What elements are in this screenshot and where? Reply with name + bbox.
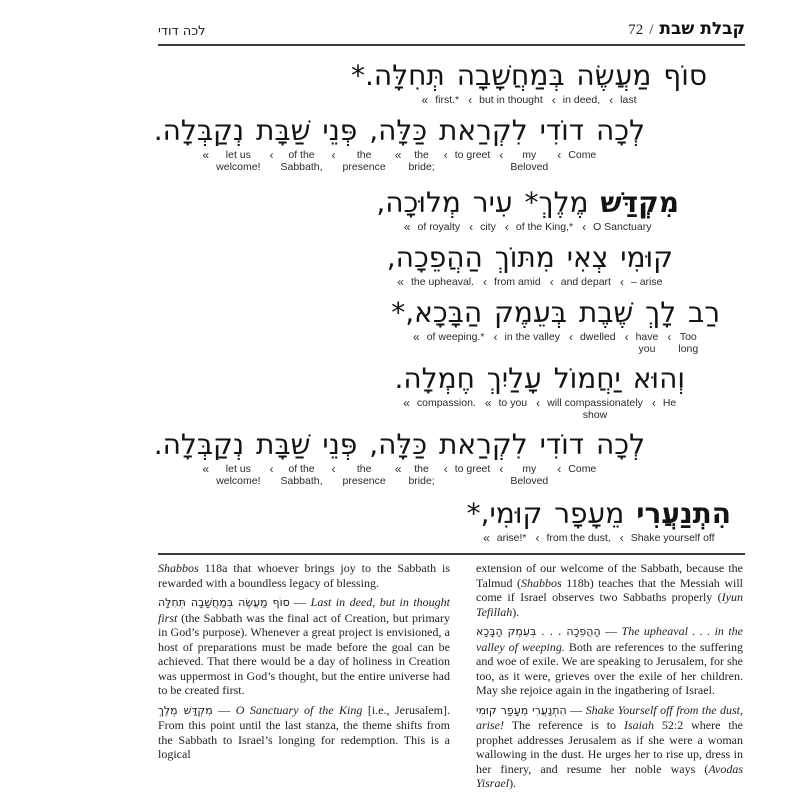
phrase-marker: ‹ xyxy=(619,531,623,545)
gloss-word-top: my xyxy=(522,149,537,161)
phrase-marker: « xyxy=(484,396,491,410)
hebrew-lead-word: הִתְנַעֲרִי xyxy=(636,497,731,530)
gloss-item xyxy=(620,532,715,544)
commentary-text: extension of our welcome of the Sabbath, because the Talmud ( xyxy=(476,561,743,590)
verse-unit xyxy=(394,361,685,421)
gloss-word-top: my xyxy=(522,463,537,475)
gloss-item xyxy=(667,331,698,355)
page-number: 72 xyxy=(628,22,644,38)
verse-unit xyxy=(376,185,679,233)
gloss-word-top: to greet xyxy=(454,463,491,475)
gloss-word-top: of the xyxy=(288,463,315,475)
phrase-marker: ‹ xyxy=(551,93,555,107)
gloss-word xyxy=(494,276,541,288)
gloss-item xyxy=(270,149,323,173)
phrase-marker: « xyxy=(394,148,401,162)
gloss-item xyxy=(395,149,435,173)
commentary-italic-text: Last in deed, but in thought first xyxy=(158,595,450,625)
phrase-marker: « xyxy=(403,396,409,410)
commentary-left-column xyxy=(158,561,450,796)
gloss-word xyxy=(631,276,663,288)
commentary-paragraph xyxy=(476,703,743,791)
commentary-text: 118a that whoever brings joy to the Sabbath is rewarded with a boundless legacy of blessing. xyxy=(158,561,450,590)
gloss-word xyxy=(480,221,496,233)
gloss-item xyxy=(557,463,596,475)
phrase-marker: ‹ xyxy=(469,220,473,234)
gloss-word-top: of royalty xyxy=(417,221,461,233)
commentary-italic-text: Shake Yourself off from the dust, arise! xyxy=(476,702,743,732)
gloss-word-top: let us xyxy=(225,463,251,475)
gloss-word-top: Come xyxy=(568,149,597,161)
commentary-hebrew-lemma: מִקְדַּשׁ מֶלֶךְ xyxy=(158,703,213,717)
gloss-word-top: last xyxy=(620,94,637,106)
phrase-marker: ‹ xyxy=(651,396,655,410)
phrase-marker: ‹ xyxy=(549,275,553,289)
hebrew-line: הִתְנַעֲרִי מֵעָפָר קוּמִי,* xyxy=(466,497,731,530)
commentary-paragraph xyxy=(476,624,743,698)
commentary-italic-text: Shabbos xyxy=(158,561,199,575)
gloss-word xyxy=(568,463,596,475)
hebrew-lead-word: מִקְדַּשׁ xyxy=(600,186,679,219)
phrase-marker: ‹ xyxy=(331,148,335,162)
gloss-word-bottom: presence xyxy=(342,161,386,173)
phrase-marker: ‹ xyxy=(443,148,447,162)
gloss-word xyxy=(455,463,491,475)
hebrew-line: סוֹף מַעֲשֶׂה בְּמַחֲשָׁבָה תְּחִלָּה.* xyxy=(351,59,707,92)
gloss-word xyxy=(620,94,636,106)
phrase-marker: ‹ xyxy=(331,462,335,476)
gloss-word xyxy=(418,221,461,233)
phrase-marker: ‹ xyxy=(535,531,539,545)
commentary-hebrew-lemma: סוֹף מַעֲשֶׂה בְּמַחֲשָׁבָה תְּחִלָּה xyxy=(158,596,290,609)
gloss-item xyxy=(468,94,543,106)
gloss-word-top: in the valley xyxy=(504,331,560,343)
gloss-word-bottom: Beloved xyxy=(510,161,549,173)
gloss-word xyxy=(408,463,434,487)
gloss-word-top: Too xyxy=(679,331,697,343)
gloss-word-bottom: welcome! xyxy=(216,161,261,173)
verse-section xyxy=(153,46,745,551)
gloss-word xyxy=(593,221,651,233)
gloss-item xyxy=(557,149,596,161)
interlinear-gloss-row xyxy=(422,94,637,106)
phrase-marker: ‹ xyxy=(582,220,586,234)
gloss-word xyxy=(479,94,543,106)
gloss-word-top: the xyxy=(414,149,429,161)
gloss-word-top: city xyxy=(480,221,496,233)
verse-unit xyxy=(351,58,707,106)
gloss-item xyxy=(202,149,260,173)
phrase-marker: « xyxy=(413,330,419,344)
gloss-word-top: arise!* xyxy=(496,532,527,544)
gloss-word xyxy=(216,463,260,487)
gloss-item xyxy=(444,149,491,161)
commentary-section xyxy=(158,561,745,796)
gloss-word xyxy=(281,463,323,487)
gloss-word-bottom: long xyxy=(678,343,699,355)
hebrew-line: רַב לָךְ שֶׁבֶת בְּעֵמֶק הַבָּכָא,* xyxy=(391,296,720,329)
gloss-word-bottom: bride; xyxy=(408,161,435,173)
gloss-item xyxy=(395,463,435,487)
gloss-item xyxy=(625,331,659,355)
gloss-item xyxy=(536,532,611,544)
gloss-word-top: He xyxy=(662,397,677,409)
gloss-word xyxy=(435,94,459,106)
gloss-item xyxy=(552,94,600,106)
gloss-word xyxy=(678,331,698,355)
gloss-item xyxy=(494,331,560,343)
gloss-word xyxy=(636,331,659,355)
gloss-item xyxy=(422,94,460,106)
commentary-italic-text: Shabbos xyxy=(521,575,562,590)
gloss-word-top: of weeping.* xyxy=(426,331,485,343)
commentary-text: (the Sabbath was the final act of Creation, but primary in God’s purpose). Whenever a great project is envisioned, a host of preparations must be made before the goal can be achieved. That there would be a day of holiness in Creation was uppermost in God’s thought, but the entire universe had to be created first. xyxy=(158,610,450,697)
hebrew-line: וְהוּא יַחֲמוֹל עָלַיִךְ חֶמְלָה. xyxy=(394,362,685,395)
gloss-item xyxy=(485,397,527,409)
gloss-word xyxy=(411,276,474,288)
gloss-item xyxy=(505,221,573,233)
commentary-paragraph xyxy=(158,703,450,762)
commentary-italic-text: O Sanctuary of the King xyxy=(235,702,363,717)
gloss-word-bottom: you xyxy=(638,343,656,355)
gloss-word-top: dwelled xyxy=(579,331,616,343)
commentary-right-column xyxy=(476,561,743,796)
phrase-marker: ‹ xyxy=(536,396,540,410)
header-prayer-title: לכה דודי xyxy=(158,24,206,39)
gloss-word-top: from amid xyxy=(494,276,541,288)
commentary-paragraph xyxy=(158,595,450,698)
gloss-word-bottom: Sabbath, xyxy=(280,475,323,487)
gloss-word-top: the xyxy=(356,149,372,161)
phrase-marker: « xyxy=(403,220,410,234)
gloss-word-top: will compassionately xyxy=(547,397,643,409)
gloss-word-bottom: show xyxy=(582,409,608,421)
commentary-paragraph xyxy=(158,561,450,590)
phrase-marker: ‹ xyxy=(667,330,671,344)
phrase-marker: « xyxy=(202,148,209,162)
commentary-text: The reference is to xyxy=(504,718,624,732)
gloss-item xyxy=(332,463,386,487)
verse-unit xyxy=(467,496,731,544)
gloss-item xyxy=(404,221,460,233)
gloss-word-top: in deed, xyxy=(562,94,601,106)
interlinear-gloss-row xyxy=(202,463,596,487)
commentary-italic-text: Isaiah xyxy=(623,718,654,732)
interlinear-gloss-row xyxy=(403,397,676,421)
gloss-word xyxy=(561,276,611,288)
header-section-block xyxy=(628,19,745,39)
hebrew-line: לְכָה דוֹדִי לִקְרַאת כַּלָּה, פְּנֵי שַׁבָּת נְקַבְּלָה. xyxy=(153,428,645,461)
phrase-marker: ‹ xyxy=(443,462,447,476)
gloss-word-top: O Sanctuary xyxy=(593,221,652,233)
gloss-word-top: but in thought xyxy=(479,94,543,106)
gloss-item xyxy=(550,276,611,288)
gloss-word-top: from the dust, xyxy=(546,532,611,544)
gloss-word-top: let us xyxy=(225,149,251,161)
hebrew-line: קוּמִי צְאִי מִתּוֹךְ הַהֲפֵכָה, xyxy=(386,241,673,274)
gloss-word xyxy=(497,532,527,544)
gloss-word-top: to you xyxy=(498,397,528,409)
phrase-marker: ‹ xyxy=(568,330,572,344)
commentary-hebrew-lemma: הִתְנַעֲרִי מֵעָפָר קוּמִי xyxy=(476,703,567,717)
gloss-word xyxy=(343,463,386,487)
gloss-item xyxy=(469,221,496,233)
commentary-text: 118b) teaches that the Messiah will come if Israel observes two Sabbaths properly ( xyxy=(476,575,743,604)
gloss-word xyxy=(631,532,715,544)
gloss-item xyxy=(202,463,260,487)
gloss-item xyxy=(444,463,491,475)
gloss-word xyxy=(408,149,434,173)
gloss-item xyxy=(609,94,636,106)
verse-unit xyxy=(154,427,645,487)
phrase-marker: ‹ xyxy=(269,462,273,476)
phrase-marker: ‹ xyxy=(269,148,273,162)
gloss-word xyxy=(505,331,560,343)
phrase-marker: ‹ xyxy=(624,330,628,344)
gloss-item xyxy=(332,149,386,173)
gloss-word xyxy=(568,149,596,161)
commentary-text: ). xyxy=(509,776,517,790)
phrase-marker: « xyxy=(394,462,401,476)
gloss-word-top: of the King,* xyxy=(515,221,574,233)
phrase-marker: « xyxy=(421,93,428,107)
gloss-item xyxy=(397,276,474,288)
phrase-marker: « xyxy=(483,531,489,545)
gloss-item xyxy=(403,397,476,409)
commentary-text: — xyxy=(289,595,311,609)
header-separator: / xyxy=(649,22,654,38)
gloss-item xyxy=(499,463,548,487)
commentary-divider-rule xyxy=(158,553,745,555)
header-section-title: קבלת שבת xyxy=(659,19,745,39)
phrase-marker: ‹ xyxy=(483,275,487,289)
gloss-word xyxy=(281,149,323,173)
hebrew-line: לְכָה דוֹדִי לִקְרַאת כַּלָּה, פְּנֵי שַׁבָּת נְקַבְּלָה. xyxy=(153,114,645,147)
gloss-word-top: of the xyxy=(288,149,315,161)
phrase-marker: « xyxy=(397,275,403,289)
commentary-text: — xyxy=(566,702,586,717)
gloss-item xyxy=(536,397,643,421)
gloss-item xyxy=(483,276,541,288)
gloss-item xyxy=(483,532,526,544)
gloss-item xyxy=(270,463,323,487)
verse-unit xyxy=(387,240,673,288)
gloss-word-top: Shake yourself off xyxy=(630,532,715,544)
interlinear-gloss-row xyxy=(202,149,596,173)
gloss-word-top: to greet xyxy=(454,149,491,161)
gloss-word-top: first.* xyxy=(435,94,460,106)
gloss-word xyxy=(663,397,676,409)
gloss-word-top: the xyxy=(356,463,372,475)
gloss-word xyxy=(499,397,528,409)
commentary-text: Both are references to the suffering and woe of exile. We are speaking to Jerusalem, for she too, as it were, grieves over the exile of her children. May she rejoice again in the ingathering of Israel. xyxy=(476,639,743,697)
phrase-marker: ‹ xyxy=(504,220,508,234)
gloss-word xyxy=(417,397,476,409)
interlinear-gloss-row xyxy=(413,331,698,355)
gloss-word-bottom: presence xyxy=(342,475,386,487)
interlinear-gloss-row xyxy=(404,221,652,233)
gloss-word-top: the upheaval. xyxy=(410,276,475,288)
commentary-text: 52:2 where the prophet addresses Jerusalem as if she were a woman wallowing in the dust. He urges her to rise up, dress in her finery, and resume her noble ways ( xyxy=(476,718,743,776)
gloss-item xyxy=(620,276,663,288)
gloss-word xyxy=(216,149,260,173)
commentary-italic-text: The upheaval . . . in the valley of weeping. xyxy=(476,624,744,654)
gloss-word-top: and depart xyxy=(560,276,611,288)
gloss-item xyxy=(413,331,484,343)
commentary-text: — xyxy=(600,624,622,638)
hebrew-line: מִקְדַּשׁ מֶלֶךְ* עִיר מְלוּכָה, xyxy=(376,186,679,219)
gloss-word-top: the xyxy=(414,463,429,475)
gloss-word-top: – arise xyxy=(630,276,663,288)
page-header xyxy=(158,14,745,46)
commentary-italic-text: Iyun Tefillah xyxy=(476,590,743,619)
gloss-item xyxy=(582,221,651,233)
verse-unit xyxy=(154,113,645,173)
commentary-text: — xyxy=(212,702,236,717)
phrase-marker: ‹ xyxy=(499,148,503,162)
gloss-word-top: Come xyxy=(568,463,597,475)
gloss-word-bottom: welcome! xyxy=(216,475,261,487)
gloss-item xyxy=(569,331,616,343)
gloss-word-bottom: Beloved xyxy=(510,475,549,487)
gloss-word xyxy=(516,221,573,233)
gloss-word xyxy=(580,331,616,343)
verse-unit xyxy=(391,295,720,355)
gloss-item xyxy=(652,397,676,409)
gloss-word xyxy=(510,463,548,487)
gloss-word-top: compassion. xyxy=(416,397,476,409)
commentary-text: [i.e., Jerusalem]. From this point until the last stanza, the theme shifts from the Sabbath to Israel’s longing for redemption. This is a logical xyxy=(158,702,450,761)
phrase-marker: « xyxy=(202,462,209,476)
gloss-word xyxy=(455,149,491,161)
phrase-marker: ‹ xyxy=(557,148,561,162)
interlinear-gloss-row xyxy=(397,276,662,288)
gloss-word-bottom: bride; xyxy=(408,475,435,487)
gloss-word xyxy=(427,331,485,343)
commentary-hebrew-lemma: הַהֲפֵכָה . . . בְּעֵמֶק הַבָּכָא xyxy=(476,625,601,638)
gloss-word xyxy=(547,532,611,544)
commentary-paragraph xyxy=(476,561,743,619)
phrase-marker: ‹ xyxy=(609,93,613,107)
phrase-marker: ‹ xyxy=(468,93,472,107)
commentary-text: ). xyxy=(512,604,520,619)
gloss-word-bottom: Sabbath, xyxy=(280,161,323,173)
phrase-marker: ‹ xyxy=(619,275,623,289)
phrase-marker: ‹ xyxy=(493,330,497,344)
gloss-item xyxy=(499,149,548,173)
phrase-marker: ‹ xyxy=(557,462,561,476)
gloss-word xyxy=(563,94,600,106)
phrase-marker: ‹ xyxy=(499,462,503,476)
gloss-word xyxy=(510,149,548,173)
commentary-italic-text: Avodas Yisrael xyxy=(476,761,743,790)
gloss-word xyxy=(343,149,386,173)
gloss-word-top: have xyxy=(635,331,659,343)
interlinear-gloss-row xyxy=(483,532,715,544)
gloss-word xyxy=(547,397,643,421)
